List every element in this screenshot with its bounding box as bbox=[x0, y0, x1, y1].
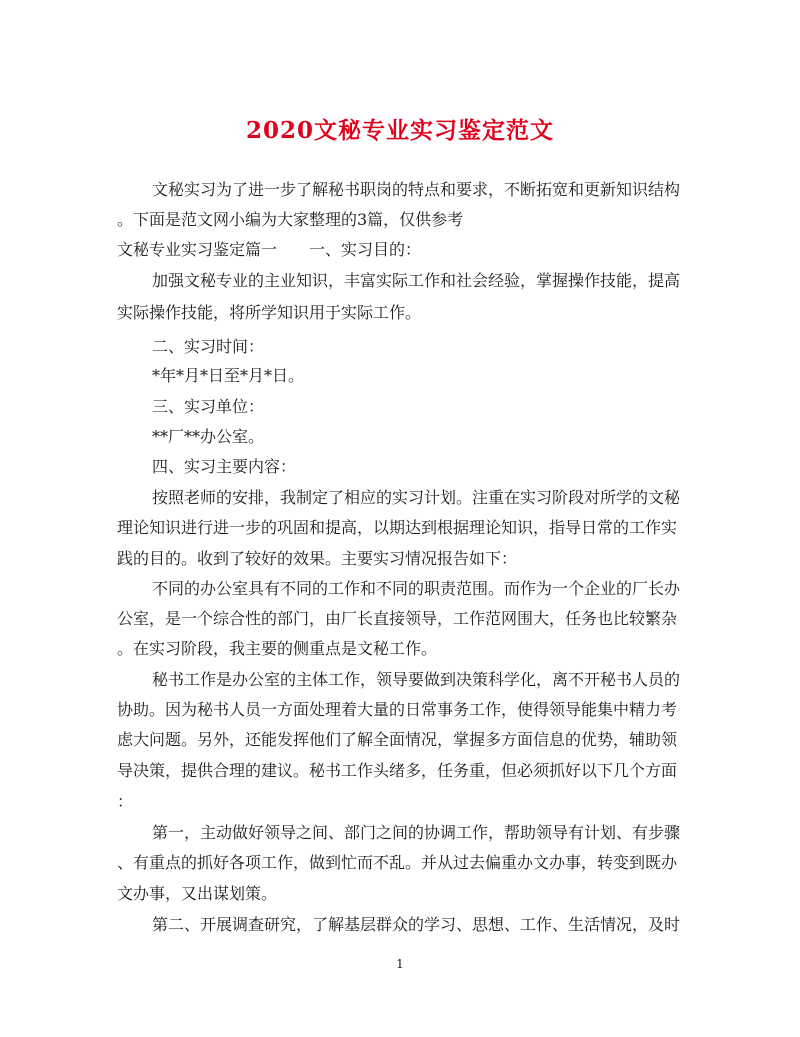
body-line: 第一，主动做好领导之间、部门之间的协调工作，帮助领导有计划、有步骤 bbox=[152, 823, 681, 842]
body-line: 文秘实习为了进一步了解秘书职岗的特点和要求，不断拓宽和更新知识结构 bbox=[152, 180, 681, 199]
body-line: 协助。因为秘书人员一方面处理着大量的日常事务工作，使得领导能集中精力考 bbox=[117, 700, 678, 719]
body-line: 不同的办公室具有不同的工作和不同的职责范围。而作为一个企业的厂长办 bbox=[152, 579, 681, 598]
body-line: 加强文秘专业的主业知识，丰富实际工作和社会经验，掌握操作技能，提高 bbox=[152, 271, 681, 290]
body-line: 公室，是一个综合性的部门，由厂长直接领导，工作范网围大，任务也比较繁杂 bbox=[117, 609, 678, 628]
body-line: *年*月*日至*月*日。 bbox=[152, 366, 305, 385]
section-heading: 文秘专业实习鉴定篇一 一、实习目的： bbox=[117, 240, 422, 259]
body-line: 、有重点的抓好各项工作，做到忙而不乱。并从过去偏重办文办事，转变到既办 bbox=[117, 853, 678, 872]
body-line: 。在实习阶段，我主要的侧重点是文秘工作。 bbox=[117, 639, 438, 658]
body-line: 文办事，又出谋划策。 bbox=[117, 884, 278, 903]
subheading: 四、实习主要内容： bbox=[152, 457, 297, 476]
body-line: 第二、开展调查研究，了解基层群众的学习、思想、工作、生活情况，及时 bbox=[152, 915, 681, 934]
subheading: 三、实习单位： bbox=[152, 397, 265, 416]
subheading: 二、实习时间： bbox=[152, 337, 265, 356]
body-line: 理论知识进行进一步的巩固和提高，以期达到根据理论知识，指导日常的工作实 bbox=[117, 518, 678, 537]
page-title: 2020文秘专业实习鉴定范文 bbox=[245, 117, 554, 144]
body-line: 按照老师的安排，我制定了相应的实习计划。注重在实习阶段对所学的文秘 bbox=[152, 488, 681, 507]
body-line: 践的目的。收到了较好的效果。主要实习情况报告如下： bbox=[117, 549, 518, 568]
body-line: 秘书工作是办公室的主体工作，领导要做到决策科学化，离不开秘书人员的 bbox=[152, 670, 681, 689]
body-line: **厂**办公室。 bbox=[152, 427, 265, 446]
body-line: 实际操作技能，将所学知识用于实际工作。 bbox=[117, 303, 422, 322]
body-line: 。下面是范文网小编为大家整理的3篇，仅供参考 bbox=[117, 210, 464, 229]
body-line: ： bbox=[117, 792, 134, 811]
body-line: 导决策，提供合理的建议。秘书工作头绪多，任务重，但必须抓好以下几个方面 bbox=[117, 761, 678, 780]
page-number: 1 bbox=[396, 957, 404, 971]
body-line: 虑大问题。另外，还能发挥他们了解全面情况，掌握多方面信息的优势，辅助领 bbox=[117, 730, 678, 749]
